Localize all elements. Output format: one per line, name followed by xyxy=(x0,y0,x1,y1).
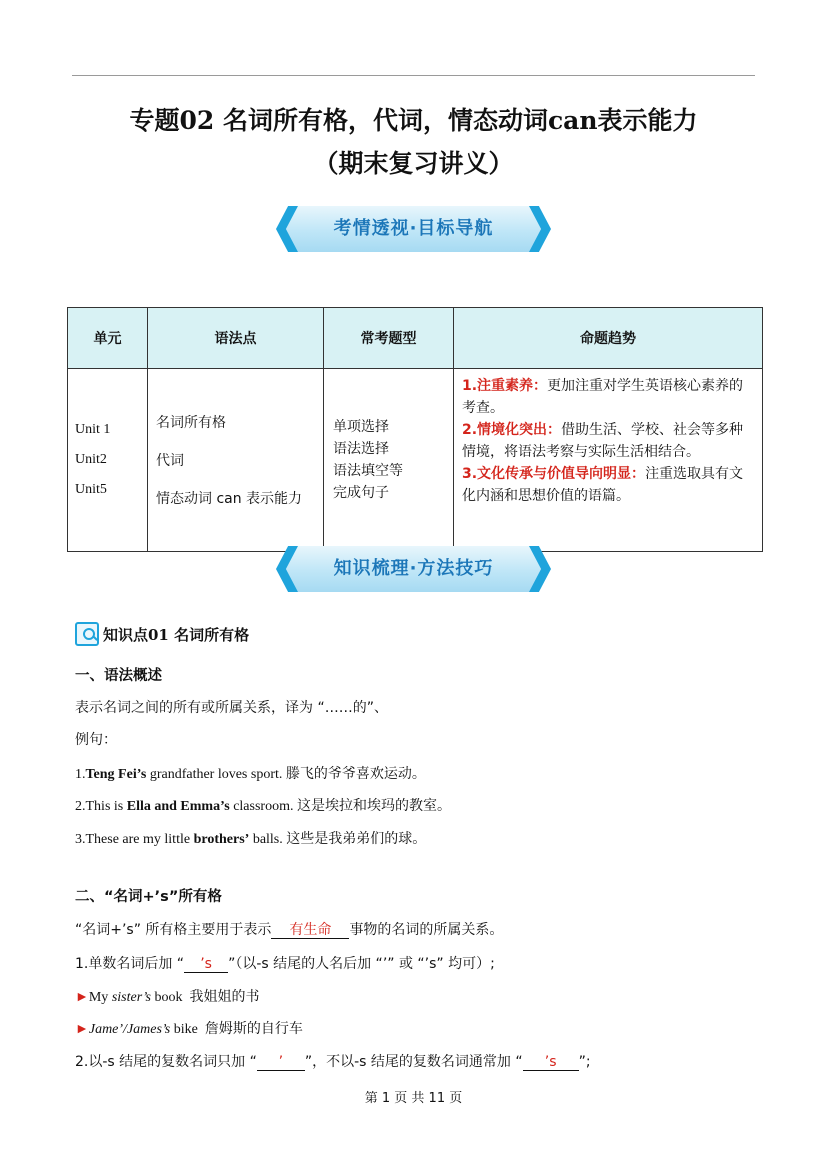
trend-text: 更加注重对学生英语核心素养的考查。 xyxy=(462,378,744,416)
example-bold: Teng Fei’s xyxy=(85,767,147,782)
example-bold: Ella and Emma’s xyxy=(126,799,230,814)
point-text: ”，不以-s 结尾的复数名词通常加 “ xyxy=(304,1054,523,1070)
triangle-bullet-icon: ► xyxy=(75,990,89,1005)
triangle-bullet-icon: ► xyxy=(75,1022,89,1037)
page-footer: 第 1 页 共 11 页 xyxy=(364,1091,463,1106)
trend-label: 3.文化传承与价值导向明显： xyxy=(462,466,646,482)
section2-point-1 xyxy=(75,953,495,973)
unit-item: Unit2 xyxy=(75,452,107,467)
example-sister-book xyxy=(75,986,259,1006)
banner-label: 考情透视·目标导航 xyxy=(333,218,494,239)
trend-text: 注重选取具有文化内涵和思想价值的语篇。 xyxy=(462,466,744,504)
trend-item xyxy=(462,419,754,463)
section1-intro: 表示名词之间的所有或所属关系，译为 “……的”、 xyxy=(75,700,388,716)
top-rule xyxy=(72,75,755,76)
question-type-item: 语法选择 xyxy=(333,441,389,457)
banner-label: 知识梳理·方法技巧 xyxy=(333,558,494,579)
example-en-italic: sister’s xyxy=(111,990,151,1005)
section2-rule xyxy=(75,919,503,939)
section1-heading: 一、语法概述 xyxy=(75,668,162,684)
grammar-point-item: 名词所有格 xyxy=(156,415,226,431)
trend-text: 借助生活、学校、社会等多种情境，将语法考察与实际生活相结合。 xyxy=(462,422,744,460)
magnifier-book-icon xyxy=(75,622,99,646)
unit-item: Unit 1 xyxy=(75,422,111,437)
example-sentence-2 xyxy=(75,795,451,815)
example-en: bike xyxy=(170,1022,198,1037)
question-type-item: 完成句子 xyxy=(333,485,389,501)
trend-label: 1.注重素养： xyxy=(462,378,548,394)
rule-text: “名词+’s” 所有格主要用于表示 xyxy=(75,922,272,938)
point-text: 2.以-s 结尾的复数名词只加 “ xyxy=(75,1054,257,1070)
banner-knowledge-methods xyxy=(276,546,551,592)
example-en: book xyxy=(150,990,183,1005)
example-translation: 我姐姐的书 xyxy=(189,989,260,1005)
banner-exam-overview xyxy=(276,206,551,252)
unit-item: Unit5 xyxy=(75,482,107,497)
cell-units xyxy=(68,369,148,552)
header-grammar-point: 语法点 xyxy=(148,308,324,369)
trend-item xyxy=(462,463,754,507)
example-rest: classroom. xyxy=(229,799,294,814)
example-james-bike xyxy=(75,1018,303,1038)
header-unit: 单元 xyxy=(68,308,148,369)
knowledge-point-title: 知识点01 名词所有格 xyxy=(103,626,250,644)
question-type-item: 语法填空等 xyxy=(333,463,403,479)
cell-trends xyxy=(454,369,763,552)
trend-item xyxy=(462,375,754,419)
example-bold: brothers’ xyxy=(193,832,250,847)
example-label: 例句： xyxy=(75,732,117,748)
answer-blank: ’ xyxy=(257,1054,305,1071)
example-en-italic: Jame’/James’s xyxy=(88,1022,171,1037)
header-trend: 命题趋势 xyxy=(454,308,763,369)
page-subtitle: （期末复习讲义） xyxy=(313,149,514,178)
example-translation: 这些是我弟弟们的球。 xyxy=(286,831,427,847)
header-question-type: 常考题型 xyxy=(324,308,454,369)
example-prefix: 1. xyxy=(75,767,86,782)
example-en: My xyxy=(88,990,112,1005)
example-translation: 这是埃拉和埃玛的教室。 xyxy=(296,798,451,814)
grammar-point-item: 情态动词 can 表示能力 xyxy=(156,491,303,507)
point-text: ”; xyxy=(578,1054,591,1070)
page-title: 专题02 名词所有格，代词，情态动词can表示能力 xyxy=(129,106,698,135)
table-header-row xyxy=(68,308,763,369)
table-row xyxy=(68,369,763,552)
answer-blank: 有生命 xyxy=(271,922,349,939)
section2-heading: 二、“名词+’s”所有格 xyxy=(75,889,222,905)
rule-text: 事物的名词的所属关系。 xyxy=(349,922,504,938)
example-prefix: 3.These are my little xyxy=(75,832,194,847)
example-rest: grandfather loves sport. xyxy=(146,767,283,782)
example-sentence-3 xyxy=(75,828,426,848)
example-translation: 詹姆斯的自行车 xyxy=(204,1021,303,1037)
point-text: ”（以-s 结尾的人名后加 “’” 或 “’s” 均可）; xyxy=(228,956,495,972)
exam-overview-table xyxy=(67,307,763,552)
example-sentence-1 xyxy=(75,763,426,783)
answer-blank: ’s xyxy=(523,1054,579,1071)
section2-point-2 xyxy=(75,1051,591,1071)
example-prefix: 2.This is xyxy=(75,799,127,814)
trend-label: 2.情境化突出： xyxy=(462,422,562,438)
grammar-point-item: 代词 xyxy=(156,453,184,469)
example-translation: 滕飞的爷爷喜欢运动。 xyxy=(285,766,426,782)
question-type-item: 单项选择 xyxy=(333,419,389,435)
point-text: 1.单数名词后加 “ xyxy=(75,956,185,972)
example-rest: balls. xyxy=(249,832,283,847)
answer-blank: ’s xyxy=(184,956,228,973)
cell-question-types xyxy=(324,369,454,552)
cell-grammar-points xyxy=(148,369,324,552)
